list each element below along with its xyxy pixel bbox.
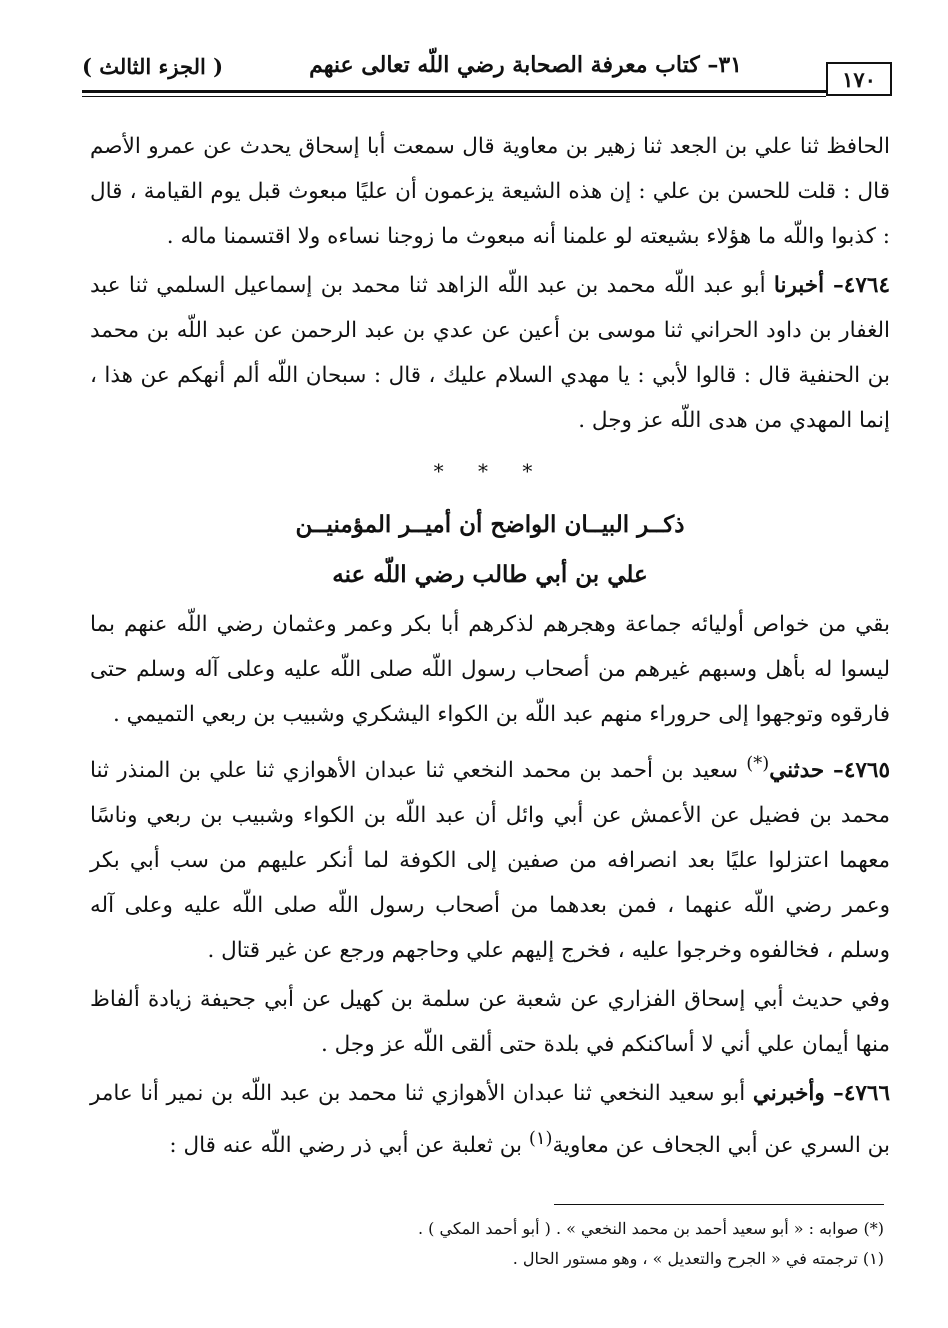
running-title: ٣١– كتاب معرفة الصحابة رضي اللّه تعالى عنهم [309, 52, 742, 78]
hadith-4764 [90, 263, 890, 443]
hadith-text-cont: بن ثعلبة عن أبي ذر رضي اللّه عنه قال : [169, 1133, 529, 1159]
footnote-1: (١) ترجمته في « الجرح والتعديل » ، وهو مستور الحال . [512, 1249, 884, 1268]
footnotes [94, 1214, 884, 1274]
main-text [90, 124, 890, 1172]
page-number: ١٧٠ [826, 62, 892, 96]
hadith-4765 [90, 741, 890, 973]
section-divider: * * * [433, 459, 547, 483]
page-header [82, 40, 892, 102]
section-heading: ذكــر البيــان الواضح أن أميــر المؤمنيــن [295, 511, 685, 538]
section-subheading: علي بن أبي طالب رضي اللّه عنه [332, 561, 648, 588]
paragraph-addition: وفي حديث أبي إسحاق الفزاري عن شعبة عن سلمة بن كهيل عن أبي جحيفة زيادة ألفاظ منها أيمان علي أني لا أساكنكم في بلدة حتى ألقى اللّه عز وجل . [90, 987, 890, 1058]
paragraph-continuation: الحافظ ثنا علي بن الجعد ثنا زهير بن معاوية قال سمعت أبا إسحاق يحدث عن عمرو الأصم قال : قلت للحسن بن علي : إن هذه الشيعة يزعمون أن عليًا مبعوث قبل يوم القيامة ، قال : كذبوا واللّه ما هؤلاء بشيعته لو علمنا أنه مبعوث ما زوجنا نساءه ولا اقتسمنا ماله . [90, 134, 890, 249]
paragraph-intro: بقي من خواص أوليائه جماعة وهجرهم لذكرهم أبا بكر وعمر وعثمان رضي اللّه عنهم بما ليسوا له بأهل وسبهم غيرهم من أصحاب رسول اللّه صلى اللّه عليه وعلى آله وسلم حتى فارقوه وتوجهوا إلى حروراء منهم عبد اللّه بن الكواء اليشكري وشبيب بن ربعي التميمي . [90, 612, 890, 727]
footnote-marker: (١) [528, 1128, 553, 1150]
hadith-text: أبو سعيد النخعي ثنا عبدان الأهوازي ثنا محمد بن عبد اللّه بن نمير أنا عامر بن السري عن أبي الجحاف عن معاوية [90, 1081, 890, 1159]
hadith-number: ٤٧٦٤– أخبرنا [773, 273, 890, 298]
hadith-number: ٤٧٦٦– وأخبرني [752, 1081, 891, 1107]
footnote-marker: (*) [746, 753, 770, 774]
footnote-star: (*) صوابه : « أبو سعيد أحمد بن محمد النخعي » . ( أبو أحمد المكي ) . [418, 1219, 884, 1238]
header-rule-thin [82, 96, 826, 97]
volume-label: ( الجزء الثالث ) [82, 54, 224, 79]
footnote-rule [554, 1204, 884, 1205]
hadith-text: سعيد بن أحمد بن محمد النخعي ثنا عبدان الأهوازي ثنا علي بن المنذر ثنا محمد بن فضيل عن الأعمش عن أبي وائل أن عبد اللّه بن الكواء وشبيب بن ربعي وناسًا معهما اعتزلوا عليًا بعد انصرافه من صفين إلى الكوفة لما أنكر عليهم من سب أبي بكر وعمر رضي اللّه عنهما ، فمن بعدهما من أصحاب رسول اللّه صلى اللّه عليه وعلى آله وسلم ، فخالفوه وخرجوا عليه ، فخرج إليهم علي وحاجهم ورجع عن غير قتال . [90, 758, 890, 964]
hadith-number: ٤٧٦٥– حدثني [769, 758, 891, 784]
hadith-text: أبو عبد اللّه محمد بن عبد اللّه الزاهد ثنا محمد بن إسماعيل السلمي ثنا عبد الغفار بن داود الحراني ثنا موسى بن أعين عن عدي بن عبد الرحمن عن عبد اللّه بن محمد بن الحنفية قال : قالوا لأبي : يا مهدي السلام عليك ، قال : سبحان اللّه ألم أنهكم عن هذا ، إنما المهدي من هدى اللّه عز وجل . [90, 273, 890, 433]
header-rule [82, 90, 826, 93]
hadith-4766 [90, 1071, 890, 1168]
